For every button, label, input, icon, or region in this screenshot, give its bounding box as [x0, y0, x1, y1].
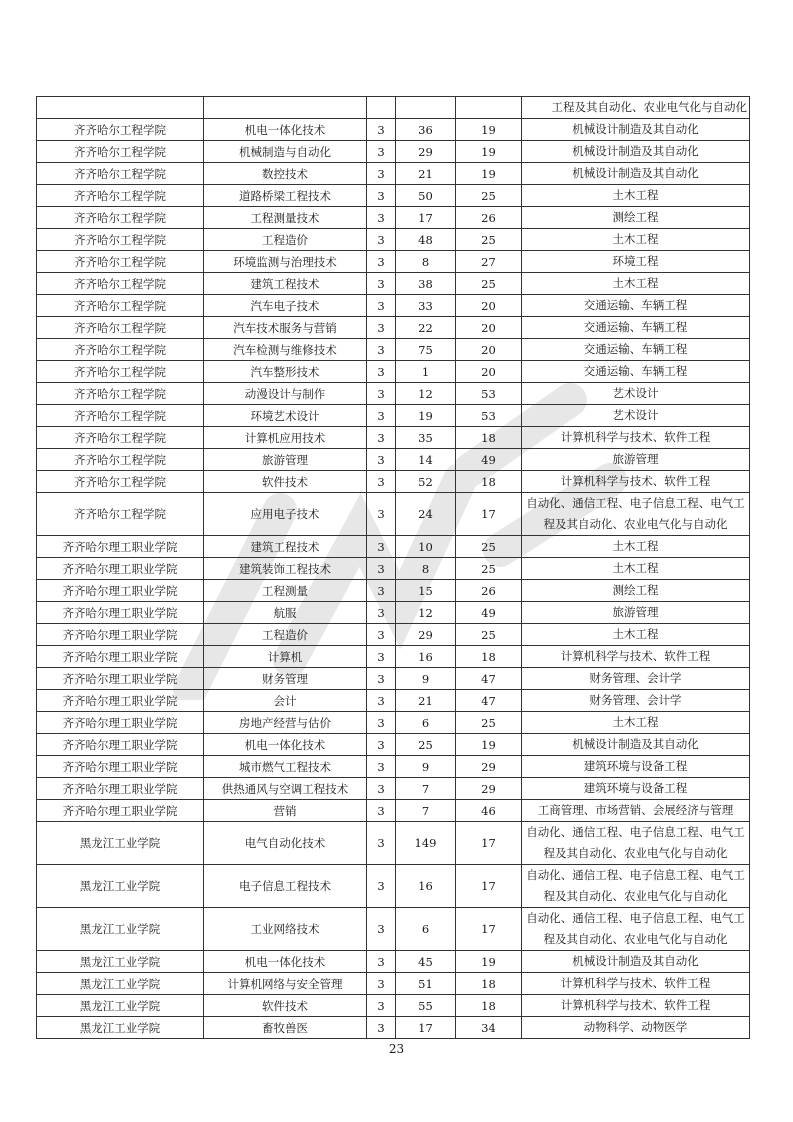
years-cell: 3: [367, 536, 396, 558]
years-cell: 3: [367, 800, 396, 822]
table-row: [37, 493, 750, 536]
page-number: 23: [388, 1042, 405, 1056]
specialty-cell: 旅游管理: [204, 449, 367, 471]
specialty-cell: 环境监测与治理技术: [204, 251, 367, 273]
major-cell: 机械设计制造及其自动化: [522, 119, 750, 141]
category-code-cell: 27: [456, 251, 522, 273]
major-cell: 动物科学、动物医学: [522, 1017, 750, 1039]
plan-cell: 8: [396, 558, 456, 580]
plan-cell: 17: [396, 207, 456, 229]
category-code-cell: 19: [456, 951, 522, 973]
years-cell: 3: [367, 865, 396, 908]
specialty-cell: 电气自动化技术: [204, 822, 367, 865]
category-code-cell: 25: [456, 185, 522, 207]
years-cell: 3: [367, 668, 396, 690]
table-row: [37, 317, 750, 339]
major-cell: 土木工程: [522, 624, 750, 646]
school-cell: 齐齐哈尔理工职业学院: [37, 536, 204, 558]
category-code-cell: 25: [456, 229, 522, 251]
specialty-cell: 计算机网络与安全管理: [204, 973, 367, 995]
specialty-cell: 城市燃气工程技术: [204, 756, 367, 778]
specialty-cell: 工程造价: [204, 624, 367, 646]
years-cell: 3: [367, 602, 396, 624]
table-row: [37, 973, 750, 995]
specialty-cell: 电子信息工程技术: [204, 865, 367, 908]
major-cell: 土木工程: [522, 185, 750, 207]
years-cell: 3: [367, 185, 396, 207]
school-cell: 黑龙江工业学院: [37, 822, 204, 865]
table-row: [37, 141, 750, 163]
school-cell: 齐齐哈尔工程学院: [37, 471, 204, 493]
school-cell: 齐齐哈尔理工职业学院: [37, 756, 204, 778]
school-cell: 齐齐哈尔工程学院: [37, 427, 204, 449]
years-cell: 3: [367, 756, 396, 778]
school-cell: 齐齐哈尔工程学院: [37, 361, 204, 383]
specialty-cell: 软件技术: [204, 995, 367, 1017]
table-row: [37, 339, 750, 361]
plan-cell: 25: [396, 734, 456, 756]
plan-cell: 149: [396, 822, 456, 865]
table-row: [37, 163, 750, 185]
specialty-cell: 工程测量技术: [204, 207, 367, 229]
specialty-cell: 动漫设计与制作: [204, 383, 367, 405]
school-cell: 齐齐哈尔工程学院: [37, 251, 204, 273]
plan-cell: 55: [396, 995, 456, 1017]
plan-cell: 38: [396, 273, 456, 295]
plan-cell: 17: [396, 1017, 456, 1039]
plan-cell: [396, 97, 456, 119]
years-cell: 3: [367, 734, 396, 756]
table-row: [37, 712, 750, 734]
plan-cell: 21: [396, 690, 456, 712]
table-row: [37, 536, 750, 558]
school-cell: 黑龙江工业学院: [37, 973, 204, 995]
years-cell: 3: [367, 119, 396, 141]
major-cell: 建筑环境与设备工程: [522, 778, 750, 800]
school-cell: 齐齐哈尔工程学院: [37, 383, 204, 405]
table-row: [37, 778, 750, 800]
major-cell: 艺术设计: [522, 405, 750, 427]
plan-cell: 51: [396, 973, 456, 995]
category-code-cell: 17: [456, 865, 522, 908]
plan-cell: 9: [396, 756, 456, 778]
school-cell: 齐齐哈尔工程学院: [37, 141, 204, 163]
category-code-cell: 25: [456, 624, 522, 646]
plan-cell: 24: [396, 493, 456, 536]
school-cell: 齐齐哈尔理工职业学院: [37, 580, 204, 602]
major-cell: 测绘工程: [522, 580, 750, 602]
table-row: [37, 119, 750, 141]
specialty-cell: 财务管理: [204, 668, 367, 690]
enrollment-table: [36, 96, 750, 1039]
major-cell: 机械设计制造及其自动化: [522, 163, 750, 185]
years-cell: 3: [367, 163, 396, 185]
specialty-cell: 工业网络技术: [204, 908, 367, 951]
category-code-cell: 20: [456, 295, 522, 317]
school-cell: 齐齐哈尔工程学院: [37, 185, 204, 207]
table-body: [37, 97, 750, 1039]
specialty-cell: 建筑装饰工程技术: [204, 558, 367, 580]
school-cell: 齐齐哈尔理工职业学院: [37, 646, 204, 668]
plan-cell: 6: [396, 712, 456, 734]
plan-cell: 16: [396, 865, 456, 908]
plan-cell: 29: [396, 141, 456, 163]
category-code-cell: 18: [456, 973, 522, 995]
specialty-cell: 环境艺术设计: [204, 405, 367, 427]
years-cell: 3: [367, 383, 396, 405]
plan-cell: 8: [396, 251, 456, 273]
table-row: [37, 646, 750, 668]
years-cell: 3: [367, 295, 396, 317]
school-cell: 齐齐哈尔工程学院: [37, 295, 204, 317]
major-cell: 计算机科学与技术、软件工程: [522, 427, 750, 449]
table-row: [37, 185, 750, 207]
specialty-cell: 会计: [204, 690, 367, 712]
school-cell: 齐齐哈尔工程学院: [37, 207, 204, 229]
school-cell: 黑龙江工业学院: [37, 865, 204, 908]
specialty-cell: [204, 97, 367, 119]
school-cell: 黑龙江工业学院: [37, 995, 204, 1017]
years-cell: 3: [367, 229, 396, 251]
category-code-cell: 18: [456, 427, 522, 449]
category-code-cell: 29: [456, 778, 522, 800]
major-cell: 计算机科学与技术、软件工程: [522, 995, 750, 1017]
plan-cell: 12: [396, 602, 456, 624]
category-code-cell: 19: [456, 163, 522, 185]
plan-cell: 33: [396, 295, 456, 317]
plan-cell: 45: [396, 951, 456, 973]
major-cell: 财务管理、会计学: [522, 690, 750, 712]
years-cell: 3: [367, 580, 396, 602]
years-cell: 3: [367, 317, 396, 339]
years-cell: 3: [367, 690, 396, 712]
school-cell: 齐齐哈尔理工职业学院: [37, 558, 204, 580]
major-cell: 机械设计制造及其自动化: [522, 734, 750, 756]
plan-cell: 22: [396, 317, 456, 339]
major-cell: 土木工程: [522, 273, 750, 295]
specialty-cell: 汽车整形技术: [204, 361, 367, 383]
school-cell: 齐齐哈尔工程学院: [37, 229, 204, 251]
category-code-cell: 47: [456, 668, 522, 690]
school-cell: 黑龙江工业学院: [37, 951, 204, 973]
category-code-cell: 25: [456, 536, 522, 558]
school-cell: 黑龙江工业学院: [37, 1017, 204, 1039]
major-cell: 建筑环境与设备工程: [522, 756, 750, 778]
category-code-cell: 18: [456, 995, 522, 1017]
table-row: [37, 580, 750, 602]
years-cell: 3: [367, 1017, 396, 1039]
specialty-cell: 畜牧兽医: [204, 1017, 367, 1039]
major-cell: 计算机科学与技术、软件工程: [522, 646, 750, 668]
plan-cell: 52: [396, 471, 456, 493]
category-code-cell: 17: [456, 908, 522, 951]
plan-cell: 29: [396, 624, 456, 646]
category-code-cell: 53: [456, 383, 522, 405]
category-code-cell: 53: [456, 405, 522, 427]
specialty-cell: 数控技术: [204, 163, 367, 185]
major-cell: 自动化、通信工程、电子信息工程、电气工程及其自动化、农业电气化与自动化: [522, 865, 750, 908]
category-code-cell: 49: [456, 449, 522, 471]
plan-cell: 12: [396, 383, 456, 405]
plan-cell: 48: [396, 229, 456, 251]
plan-cell: 36: [396, 119, 456, 141]
table-row: [37, 251, 750, 273]
category-code-cell: 19: [456, 141, 522, 163]
school-cell: 齐齐哈尔工程学院: [37, 273, 204, 295]
major-cell: 测绘工程: [522, 207, 750, 229]
major-cell: 交通运输、车辆工程: [522, 317, 750, 339]
category-code-cell: 49: [456, 602, 522, 624]
years-cell: 3: [367, 207, 396, 229]
school-cell: 齐齐哈尔工程学院: [37, 339, 204, 361]
table-row: [37, 97, 750, 119]
table-row: [37, 1017, 750, 1039]
school-cell: 齐齐哈尔理工职业学院: [37, 690, 204, 712]
school-cell: 齐齐哈尔工程学院: [37, 163, 204, 185]
table-row: [37, 602, 750, 624]
years-cell: 3: [367, 646, 396, 668]
specialty-cell: 汽车检测与维修技术: [204, 339, 367, 361]
table-row: [37, 558, 750, 580]
years-cell: 3: [367, 778, 396, 800]
years-cell: 3: [367, 973, 396, 995]
category-code-cell: 25: [456, 558, 522, 580]
plan-cell: 7: [396, 800, 456, 822]
years-cell: 3: [367, 908, 396, 951]
years-cell: 3: [367, 449, 396, 471]
school-cell: 齐齐哈尔理工职业学院: [37, 778, 204, 800]
school-cell: 齐齐哈尔理工职业学院: [37, 734, 204, 756]
years-cell: 3: [367, 951, 396, 973]
table-row: [37, 908, 750, 951]
years-cell: 3: [367, 822, 396, 865]
major-cell: 土木工程: [522, 229, 750, 251]
specialty-cell: 汽车技术服务与营销: [204, 317, 367, 339]
plan-cell: 7: [396, 778, 456, 800]
specialty-cell: 汽车电子技术: [204, 295, 367, 317]
table-row: [37, 995, 750, 1017]
specialty-cell: 道路桥梁工程技术: [204, 185, 367, 207]
plan-cell: 50: [396, 185, 456, 207]
years-cell: 3: [367, 995, 396, 1017]
specialty-cell: 软件技术: [204, 471, 367, 493]
table-row: [37, 273, 750, 295]
table-row: [37, 207, 750, 229]
category-code-cell: 18: [456, 471, 522, 493]
school-cell: 齐齐哈尔工程学院: [37, 317, 204, 339]
school-cell: 黑龙江工业学院: [37, 908, 204, 951]
major-cell: 财务管理、会计学: [522, 668, 750, 690]
category-code-cell: 47: [456, 690, 522, 712]
category-code-cell: 29: [456, 756, 522, 778]
category-code-cell: 19: [456, 119, 522, 141]
years-cell: 3: [367, 471, 396, 493]
plan-cell: 1: [396, 361, 456, 383]
years-cell: 3: [367, 141, 396, 163]
table-row: [37, 295, 750, 317]
category-code-cell: 18: [456, 646, 522, 668]
school-cell: 齐齐哈尔工程学院: [37, 449, 204, 471]
school-cell: 齐齐哈尔理工职业学院: [37, 712, 204, 734]
years-cell: [367, 97, 396, 119]
plan-cell: 16: [396, 646, 456, 668]
table-row: [37, 449, 750, 471]
table-row: [37, 383, 750, 405]
table-row: [37, 800, 750, 822]
school-cell: 齐齐哈尔工程学院: [37, 119, 204, 141]
table-row: [37, 361, 750, 383]
years-cell: 3: [367, 273, 396, 295]
major-cell: 艺术设计: [522, 383, 750, 405]
table-row: [37, 668, 750, 690]
category-code-cell: 25: [456, 273, 522, 295]
years-cell: 3: [367, 427, 396, 449]
category-code-cell: 25: [456, 712, 522, 734]
table-row: [37, 756, 750, 778]
school-cell: [37, 97, 204, 119]
major-cell: 环境工程: [522, 251, 750, 273]
school-cell: 齐齐哈尔理工职业学院: [37, 668, 204, 690]
plan-cell: 14: [396, 449, 456, 471]
table-row: [37, 471, 750, 493]
major-cell: 自动化、通信工程、电子信息工程、电气工程及其自动化、农业电气化与自动化: [522, 908, 750, 951]
category-code-cell: 17: [456, 493, 522, 536]
specialty-cell: 机电一体化技术: [204, 951, 367, 973]
major-cell: 土木工程: [522, 712, 750, 734]
table-row: [37, 822, 750, 865]
category-code-cell: 19: [456, 734, 522, 756]
specialty-cell: 供热通风与空调工程技术: [204, 778, 367, 800]
major-cell: 自动化、通信工程、电子信息工程、电气工程及其自动化、农业电气化与自动化: [522, 493, 750, 536]
category-code-cell: 20: [456, 361, 522, 383]
major-cell: 旅游管理: [522, 602, 750, 624]
table-row: [37, 427, 750, 449]
years-cell: 3: [367, 405, 396, 427]
years-cell: 3: [367, 624, 396, 646]
major-cell: 机械设计制造及其自动化: [522, 141, 750, 163]
major-cell: 土木工程: [522, 536, 750, 558]
specialty-cell: 计算机应用技术: [204, 427, 367, 449]
table-row: [37, 865, 750, 908]
major-cell: 自动化、通信工程、电子信息工程、电气工程及其自动化、农业电气化与自动化: [522, 822, 750, 865]
years-cell: 3: [367, 493, 396, 536]
plan-cell: 35: [396, 427, 456, 449]
school-cell: 齐齐哈尔理工职业学院: [37, 800, 204, 822]
specialty-cell: 航服: [204, 602, 367, 624]
table-row: [37, 734, 750, 756]
table-row: [37, 951, 750, 973]
category-code-cell: 26: [456, 207, 522, 229]
specialty-cell: 计算机: [204, 646, 367, 668]
specialty-cell: 营销: [204, 800, 367, 822]
table-row: [37, 624, 750, 646]
school-cell: 齐齐哈尔理工职业学院: [37, 624, 204, 646]
major-cell: 计算机科学与技术、软件工程: [522, 471, 750, 493]
specialty-cell: 房地产经营与估价: [204, 712, 367, 734]
specialty-cell: 建筑工程技术: [204, 273, 367, 295]
major-cell: 土木工程: [522, 558, 750, 580]
table-row: [37, 690, 750, 712]
category-code-cell: 20: [456, 317, 522, 339]
major-cell: 交通运输、车辆工程: [522, 361, 750, 383]
category-code-cell: 17: [456, 822, 522, 865]
major-cell: 工程及其自动化、农业电气化与自动化: [522, 97, 750, 119]
specialty-cell: 应用电子技术: [204, 493, 367, 536]
category-code-cell: 20: [456, 339, 522, 361]
major-cell: 交通运输、车辆工程: [522, 339, 750, 361]
plan-cell: 75: [396, 339, 456, 361]
category-code-cell: 46: [456, 800, 522, 822]
major-cell: 机械设计制造及其自动化: [522, 951, 750, 973]
school-cell: 齐齐哈尔工程学院: [37, 405, 204, 427]
category-code-cell: 26: [456, 580, 522, 602]
plan-cell: 19: [396, 405, 456, 427]
specialty-cell: 工程测量: [204, 580, 367, 602]
years-cell: 3: [367, 361, 396, 383]
school-cell: 齐齐哈尔理工职业学院: [37, 602, 204, 624]
table-row: [37, 229, 750, 251]
major-cell: 旅游管理: [522, 449, 750, 471]
school-cell: 齐齐哈尔工程学院: [37, 493, 204, 536]
specialty-cell: 建筑工程技术: [204, 536, 367, 558]
specialty-cell: 机电一体化技术: [204, 734, 367, 756]
plan-cell: 6: [396, 908, 456, 951]
category-code-cell: 34: [456, 1017, 522, 1039]
years-cell: 3: [367, 558, 396, 580]
plan-cell: 9: [396, 668, 456, 690]
major-cell: 工商管理、市场营销、会展经济与管理: [522, 800, 750, 822]
specialty-cell: 机械制造与自动化: [204, 141, 367, 163]
plan-cell: 21: [396, 163, 456, 185]
category-code-cell: [456, 97, 522, 119]
plan-cell: 15: [396, 580, 456, 602]
plan-cell: 10: [396, 536, 456, 558]
specialty-cell: 工程造价: [204, 229, 367, 251]
specialty-cell: 机电一体化技术: [204, 119, 367, 141]
years-cell: 3: [367, 339, 396, 361]
major-cell: 计算机科学与技术、软件工程: [522, 973, 750, 995]
years-cell: 3: [367, 251, 396, 273]
major-cell: 交通运输、车辆工程: [522, 295, 750, 317]
table-row: [37, 405, 750, 427]
years-cell: 3: [367, 712, 396, 734]
